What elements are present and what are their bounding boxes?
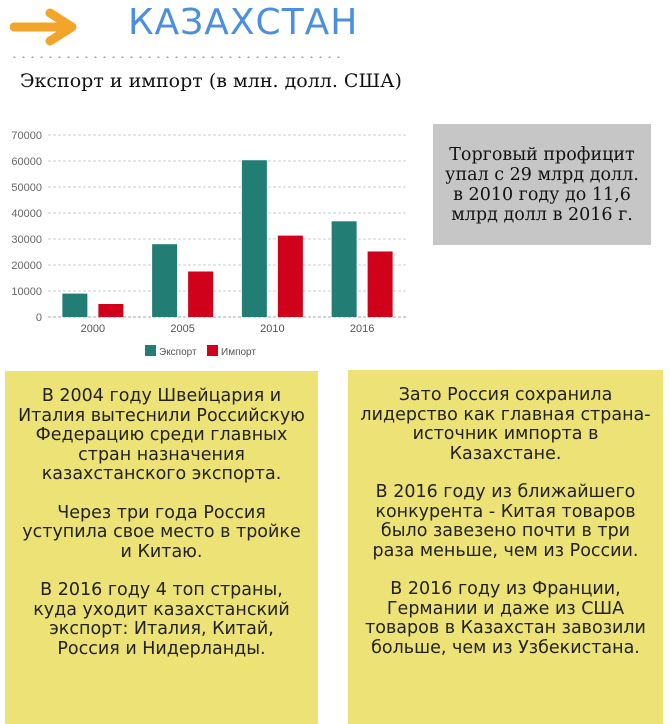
export-paragraph: В 2016 году 4 топ страны, куда уходит казахстанский экспорт: Италия, Китай, Россия и Нидерланды. [33, 580, 290, 659]
y-tick-label: 10000 [11, 286, 42, 298]
y-tick-label: 60000 [11, 156, 42, 168]
legend-swatch [145, 345, 156, 356]
bar-chart [0, 120, 420, 370]
export-info-box [5, 371, 318, 724]
x-tick-label: 2000 [80, 323, 106, 335]
export-paragraph: В 2004 году Швейцария и Италия вытеснили Российскую Федерацию среди главных стран назначения казахстанского экспорта. [18, 386, 305, 484]
y-tick-label: 50000 [11, 182, 42, 194]
dotted-divider [10, 56, 345, 58]
y-tick-label: 70000 [11, 130, 42, 142]
page-title: КАЗАХСТАН [128, 2, 359, 43]
x-tick-label: 2010 [260, 323, 285, 335]
y-tick-label: 0 [35, 312, 42, 324]
x-tick-label: 2016 [349, 323, 375, 335]
import-paragraph: В 2016 году из Франции, Германии и даже из США товаров в Казахстан завозили больше, чем из Узбекистана. [365, 579, 646, 658]
import-paragraph: В 2016 году из ближайшего конкурента - Китая товаров было завезено почти в три раза меньше, чем из России. [372, 482, 639, 561]
bar-import [98, 304, 123, 317]
bar-import [368, 251, 393, 317]
trade-surplus-note [433, 124, 651, 245]
legend-swatch [207, 345, 218, 356]
bar-export [152, 244, 177, 317]
y-tick-label: 40000 [11, 208, 42, 220]
bar-export [332, 221, 357, 317]
bar-import [278, 236, 303, 317]
x-tick-label: 2005 [170, 323, 195, 335]
export-paragraph: Через три года Россия уступила свое место в тройке и Китаю. [22, 502, 301, 562]
note-text: Торговый профицит упал с 29 млрд долл. в 2010 году до 11,6 млрд долл в 2016 г. [445, 144, 639, 225]
chart-title: Экспорт и импорт (в млн. долл. США) [20, 70, 402, 92]
import-info-box [348, 370, 663, 724]
y-tick-label: 30000 [11, 234, 42, 246]
legend-label: Экспорт [159, 347, 197, 358]
bar-import [188, 272, 213, 318]
bar-export [62, 294, 87, 317]
arrow-right-icon [10, 8, 82, 46]
bar-export [242, 160, 267, 317]
legend-label: Импорт [221, 347, 256, 358]
y-tick-label: 20000 [11, 260, 42, 272]
import-paragraph: Зато Россия сохранила лидерство как главная страна-источник импорта в Казахстане. [360, 385, 651, 464]
